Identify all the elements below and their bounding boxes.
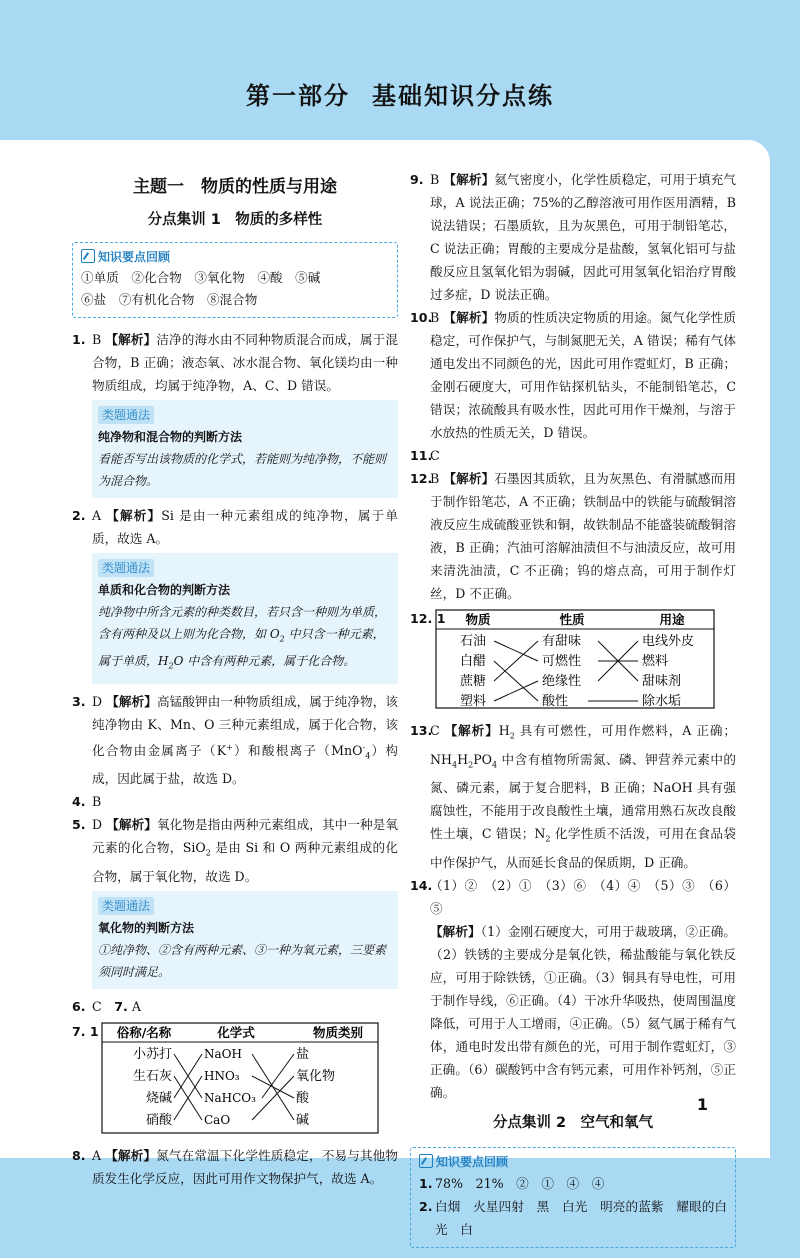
match-line xyxy=(252,1076,294,1098)
kp2-item-2 xyxy=(419,1195,727,1241)
answer-8 xyxy=(72,1144,398,1190)
question-number: 7. xyxy=(114,999,128,1014)
item-number: 1. xyxy=(419,1175,433,1191)
page-title xyxy=(0,76,800,111)
matching-diagram-2 xyxy=(430,607,720,711)
pencil-icon xyxy=(419,1154,433,1168)
answer-letter: D xyxy=(92,693,103,709)
answer-4 xyxy=(72,790,398,813)
knowledge-review-box-2 xyxy=(410,1147,736,1248)
match-middle-item: NaHCO₃ xyxy=(204,1091,256,1105)
part-label: 第一部分 xyxy=(246,82,350,110)
question-number: 12. 1 xyxy=(410,611,446,626)
match-left-item: 石油 xyxy=(460,634,487,649)
tip-label: 类题通法 xyxy=(98,559,154,577)
question-number: 4. xyxy=(72,794,86,810)
part-title: 基础知识分点练 xyxy=(372,82,554,110)
match-line xyxy=(494,641,538,661)
answer-14 xyxy=(410,874,736,1104)
match-middle-item: 绝缘性 xyxy=(542,674,582,689)
match-right-item: 电线外皮 xyxy=(642,634,695,649)
analysis-tag: 【解析】 xyxy=(106,508,162,523)
answer-letter: B xyxy=(92,794,102,810)
method-tip-1 xyxy=(92,400,398,498)
analysis-tag: 【解析】 xyxy=(430,923,481,939)
match-right-item: 氧化物 xyxy=(296,1069,336,1084)
section-title-2: 分点集训 2 空气和氧气 xyxy=(492,1114,654,1131)
matching-table-1 xyxy=(92,1020,398,1136)
analysis-tag: 【解析】 xyxy=(105,332,157,347)
question-number: 7. 1 xyxy=(72,1024,99,1039)
item-number: 2. xyxy=(419,1198,433,1214)
question-number: 13. xyxy=(410,723,433,738)
match-left-item: 硝酸 xyxy=(145,1113,172,1128)
tip-label: 类题通法 xyxy=(98,897,154,915)
knowledge-review-box-1 xyxy=(72,242,398,318)
question-number: 8. xyxy=(72,1148,86,1163)
match-lines-left xyxy=(174,1054,202,1120)
matching-table-2 xyxy=(430,607,736,711)
match-left-item: 塑料 xyxy=(460,694,487,709)
subscript: 2 xyxy=(545,834,551,844)
header-banner xyxy=(0,0,800,140)
question-number: 1. xyxy=(72,332,86,347)
right-column xyxy=(410,168,736,1258)
answer-7-1 xyxy=(72,1020,398,1136)
kp-line: 白烟 火星四射 黑 白光 明亮的蓝紫 耀眼的白光 白 xyxy=(435,1198,727,1237)
header-cell: 用途 xyxy=(659,612,685,627)
answer-letter: B xyxy=(92,332,102,347)
analysis-text: 氦气密度小，化学性质稳定，可用于填充气球，A 说法正确；75%的乙醇溶液可用作医用酒精，B 说法错误；石墨质软，且为灰黑色，可用于制铅笔芯，C 说法正确；胃酸的主要成分是盐酸，氢氧化铝可与盐酸反应且氢氧化铝为弱碱，因此可用氢氧化铝治疗胃酸过多症，D 说法正确。 xyxy=(430,172,737,302)
analysis-text: 洁净的海水由不同种物质混合而成，属于混合物，B 正确；液态氧、冰水混合物、氧化镁均由一种物质组成，均属于纯净物，A、C、D 错误。 xyxy=(92,332,399,393)
answer-letter: A xyxy=(131,999,141,1014)
answer-letter: A xyxy=(92,508,102,523)
analysis-text: H xyxy=(498,723,510,738)
analysis-text: 中含有植物所需氮、磷、钾营养元素中的氮、磷元素，属于复合肥料，B 正确；NaOH 具有强腐蚀性，不能用于改良酸性土壤，通常用熟石灰改良酸性土壤，C 错误；N xyxy=(430,751,736,842)
analysis-tag: 【解析】 xyxy=(443,172,495,187)
tip-body-part: 中只含一种元素，属于单质，H xyxy=(98,627,385,669)
kp2-item-1 xyxy=(419,1172,727,1195)
tip-body: ①纯净物、②含有两种元素、③一种为氧元素，三要素须同时满足。 xyxy=(98,943,387,979)
knowledge-review-title xyxy=(419,1152,727,1172)
question-number: 5. xyxy=(72,817,86,833)
match-line xyxy=(494,681,538,701)
answer-10 xyxy=(410,306,736,444)
tip-heading: 单质和化合物的判断方法 xyxy=(98,583,231,597)
match-right-item: 酸 xyxy=(296,1091,310,1106)
analysis-text: H xyxy=(457,751,469,767)
question-number: 9. xyxy=(410,172,424,187)
question-number: 3. xyxy=(72,693,86,709)
answer-letter: B xyxy=(430,172,440,187)
tip-heading: 纯净物和混合物的判断方法 xyxy=(98,430,243,444)
knowledge-review-title xyxy=(81,247,389,267)
analysis-tag: 【解析】 xyxy=(444,723,499,738)
tip-body-part: O 中含有两种元素，属于化合物。 xyxy=(173,654,356,669)
tip-label: 类题通法 xyxy=(98,406,154,424)
answer-letter: C xyxy=(430,723,440,738)
analysis-tag: 【解析】 xyxy=(105,1148,157,1163)
answer-letter: D xyxy=(92,817,103,833)
match-left-item: 蔗糖 xyxy=(460,674,487,689)
tip-body xyxy=(98,601,392,678)
match-left-item: 烧碱 xyxy=(145,1091,172,1106)
answer-6-7 xyxy=(72,995,398,1018)
analysis-text: ）和酸根离子（MnO xyxy=(232,742,363,758)
answer-letter: B xyxy=(430,310,440,325)
tip-body: 看能否写出该物质的化学式，若能则为纯净物，不能则为混合物。 xyxy=(98,452,387,488)
method-tip-3 xyxy=(92,891,398,989)
analysis-text: 化学性质不活泼，可用在食品袋中作保护气，从而延长食品的保质期，D 正确。 xyxy=(430,826,736,870)
match-lines-right xyxy=(588,641,638,701)
answer-3 xyxy=(72,690,398,791)
topic-title: 主题一 物质的性质与用途 xyxy=(133,177,337,197)
question-number: 12. xyxy=(410,471,433,486)
answer-letter: C xyxy=(92,999,102,1014)
match-left-item: 小苏打 xyxy=(132,1047,172,1062)
analysis-text: （1）金刚石硬度大，可用于裁玻璃，②正确。（2）铁锈的主要成分是氧化铁，稀盐酸能与氧化铁反应，可用于除铁锈，①正确。（3）铜具有导电性，可用于制作导线，⑥正确。（4）干冰升华吸热，使周围温度降低，可用于人工增雨，④正确。（5）氦气属于稀有气体，通电时发出带有颜色的光，可用于制作霓虹灯，③正确。（6）碳酸钙中含有钙元素，可用作补钙剂，⑤正确。 xyxy=(430,923,736,1100)
subscript: 2 xyxy=(168,661,174,671)
answer-letter: C xyxy=(430,448,440,463)
header-cell: 物质类别 xyxy=(312,1025,364,1040)
subscript: 4 xyxy=(492,760,498,770)
kp-line-2: ⑥盐 ⑦有机化合物 ⑧混合物 xyxy=(81,292,258,307)
subscript: 2 xyxy=(509,731,515,741)
kp-title-text: 知识要点回顾 xyxy=(98,250,171,264)
match-middle-item: HNO₃ xyxy=(204,1069,240,1083)
match-lines-right xyxy=(252,1054,294,1120)
analysis-tag: 【解析】 xyxy=(106,693,157,709)
analysis-text: 高锰酸钾由一种物质组成，属于纯净物，该纯净物由 K、Mn、O 三种元素组成，属于化合物，该化合物由金属离子（K xyxy=(92,693,399,758)
match-middle-item: 可燃性 xyxy=(542,654,582,669)
subscript: 4 xyxy=(452,760,458,770)
question-number: 2. xyxy=(72,508,86,523)
answer-list: （1）② （2）① （3）⑥ （4）④ （5）③ （6）⑤ xyxy=(430,877,736,916)
method-tip-2 xyxy=(92,553,398,684)
match-right-item: 碱 xyxy=(296,1113,310,1128)
answer-2 xyxy=(72,504,398,550)
question-number: 11. xyxy=(410,448,433,463)
tip-heading: 氧化物的判断方法 xyxy=(98,921,195,935)
header-cell: 俗称/名称 xyxy=(116,1025,172,1040)
match-line xyxy=(262,1054,294,1098)
match-right-item: 盐 xyxy=(296,1047,310,1062)
question-number: 6. xyxy=(72,999,86,1014)
subscript: 2 xyxy=(468,760,474,770)
answer-5 xyxy=(72,813,398,888)
question-number: 14. xyxy=(410,877,433,893)
analysis-text: 是由 Si 和 O 两种元素组成的化合物，属于氧化物，故选 D。 xyxy=(92,840,399,884)
match-middle-item: CaO xyxy=(204,1113,231,1127)
match-right-item: 燃料 xyxy=(642,654,669,669)
subscript: 2 xyxy=(205,849,211,858)
left-column xyxy=(72,172,398,1190)
answer-letter: B xyxy=(430,471,440,486)
subscript: 2 xyxy=(279,634,285,644)
match-line xyxy=(494,661,538,701)
analysis-text: 石墨因其质软，且为灰黑色、有滑腻感而用于制作铅笔芯，A 不正确；铁制品中的铁能与硫酸铜溶液反应生成硫酸亚铁和铜，故铁制品不能盛装硫酸铜溶液，B 正确；汽油可溶解油渍但不与油渍反应，故可用来清洗油渍，C 不正确；钨的熔点高，可用于制作灯丝，D 不正确。 xyxy=(430,471,737,601)
match-middle-item: 酸性 xyxy=(542,694,569,709)
match-left-item: 生石灰 xyxy=(132,1069,172,1084)
analysis-text: Si 是由一种元素组成的纯净物，属于单质，故选 A。 xyxy=(92,508,398,546)
header-cell: 物质 xyxy=(465,612,491,627)
section-title-1: 分点集训 1 物质的多样性 xyxy=(147,212,323,228)
question-number: 10. xyxy=(410,310,433,325)
page-number: 1 xyxy=(696,1095,708,1114)
match-middle-item: NaOH xyxy=(204,1047,242,1061)
superscript: + xyxy=(226,742,233,752)
header-cell: 化学式 xyxy=(217,1025,255,1040)
analysis-text: PO xyxy=(473,751,492,767)
matching-diagram-1 xyxy=(92,1020,388,1136)
analysis-tag: 【解析】 xyxy=(443,310,495,325)
answer-12-1 xyxy=(410,607,736,711)
analysis-text: 氮气在常温下化学性质稳定，不易与其他物质发生化学反应，因此可用作文物保护气，故选 A。 xyxy=(92,1148,399,1186)
pencil-icon xyxy=(81,249,95,263)
analysis-text: 氧化物是指由两种元素组成，其中一种是氧元素的化合物，SiO xyxy=(92,817,399,856)
analysis-tag: 【解析】 xyxy=(443,471,495,486)
answer-13 xyxy=(410,719,736,874)
kp-line-1: ①单质 ②化合物 ③氧化物 ④酸 ⑤碱 xyxy=(81,270,321,285)
answer-letter: A xyxy=(92,1148,102,1163)
match-lines-left xyxy=(494,641,538,701)
answer-9 xyxy=(410,168,736,306)
tip-body-part: 纯净物中所含元素的种类数目，若只含一种则为单质，含有两种及以上则为化合物，如 O xyxy=(98,605,387,641)
subscript: 4 xyxy=(365,751,371,761)
page-sheet xyxy=(0,140,770,1237)
match-right-item: 甜味剂 xyxy=(642,674,682,689)
analysis-text: ）构成，因此属于盐，故选 D。 xyxy=(92,742,398,787)
match-left-item: 白醋 xyxy=(460,654,487,669)
answer-1 xyxy=(72,328,398,397)
superscript: - xyxy=(362,742,366,752)
match-middle-item: 有甜味 xyxy=(542,634,582,649)
kp-line: 78% 21% ② ① ④ ④ xyxy=(435,1175,605,1191)
kp-title-text: 知识要点回顾 xyxy=(436,1154,509,1169)
answer-12 xyxy=(410,467,736,605)
match-right-item: 除水垢 xyxy=(642,694,682,709)
analysis-tag: 【解析】 xyxy=(106,817,157,833)
analysis-text: 具有可燃性，可用作燃料，A 正确；NH xyxy=(430,723,736,767)
match-line xyxy=(494,641,538,681)
analysis-text: 物质的性质决定物质的用途。氮气化学性质稳定，可作保护气，与制氮肥无关，A 错误；稀有气体通电发出不同颜色的光，因此可用作霓虹灯，B 正确；金刚石硬度大，可用作钻探机钻头，不能制铅笔芯，C 错误；浓硫酸具有吸水性，因此可用作干燥剂，与溶于水放热的性质无关，D 错误。 xyxy=(430,310,737,440)
answer-11 xyxy=(410,444,736,467)
header-cell: 性质 xyxy=(559,612,585,627)
